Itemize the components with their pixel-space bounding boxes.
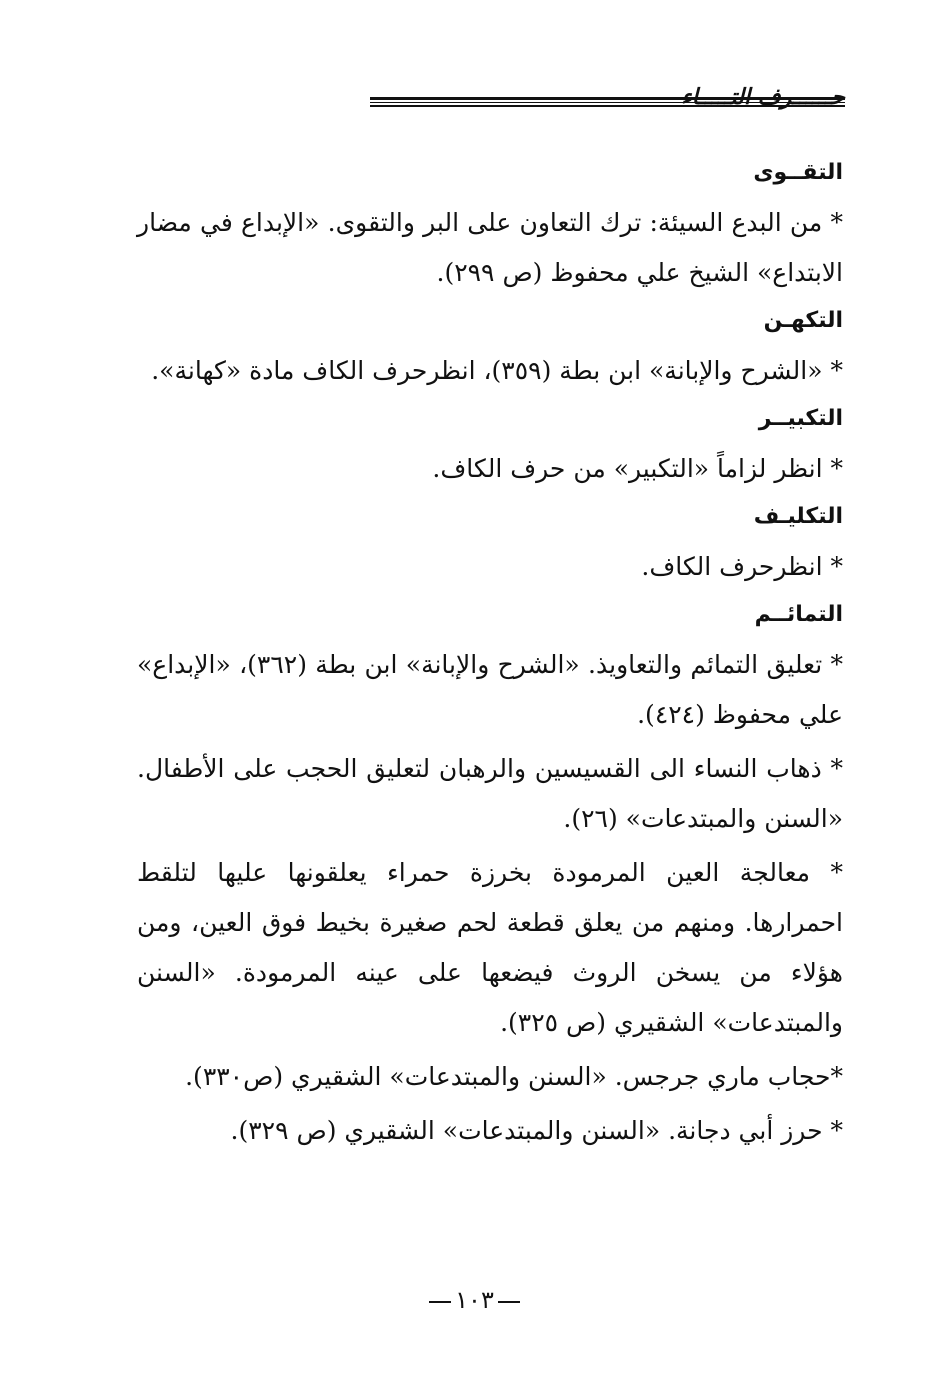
entry-paragraph: * حرز أبي دجانة. «السنن والمبتدعات» الشقيري (ص ٣٢٩). [230, 1116, 843, 1145]
entry-paragraph: * معالجة العين المرمودة بخرزة حمراء يعلقونها عليها لتلقط احمرارها. ومنهم من يعلق قطعة لحم صغيرة بخيط فوق العين، ومن هؤلاء من يسخن الروث فيضعها على عينه المرمودة. «السنن والمبتدعات» الشقيري (ص ٣٢٥). [137, 858, 843, 1037]
running-title: حــــــرف التـــــاء [681, 84, 845, 110]
entry-paragraph: * انظر لزاماً «التكبير» من حرف الكاف. [432, 454, 843, 483]
entry-paragraph: * «الشرح والإبانة» ابن بطة (٣٥٩)، انظرحرف الكاف مادة «كهانة». [151, 356, 843, 385]
entry-paragraph: * ذهاب النساء الى القسيسين والرهبان لتعليق الحجب على الأطفال. «السنن والمبتدعات» (٢٦). [137, 754, 843, 833]
page-number-value: ١٠٣ [455, 1286, 494, 1314]
entry-heading: التمائــم [754, 602, 843, 627]
entry-heading: التكليـف [753, 504, 843, 529]
header-rule [370, 97, 845, 107]
entry-paragraph: *حجاب ماري جرجس. «السنن والمبتدعات» الشقيري (ص٣٣٠). [185, 1062, 843, 1091]
entry-heading: التقــوى [753, 160, 843, 185]
page-number [0, 1286, 949, 1314]
entry-heading: التكهـن [763, 308, 843, 333]
entry-paragraph: * انظرحرف الكاف. [641, 552, 843, 581]
entry-paragraph: * من البدع السيئة: ترك التعاون على البر والتقوى. «الإبداع في مضار الابتداع» الشيخ علي محفوظ (ص ٢٩٩). [137, 208, 843, 287]
page-content [137, 150, 843, 1160]
running-header [130, 84, 845, 120]
page-number-dash [429, 1301, 451, 1303]
entry-paragraph: * تعليق التمائم والتعاويذ. «الشرح والإبانة» ابن بطة (٣٦٢)، «الإبداع» علي محفوظ (٤٢٤). [137, 650, 843, 729]
page-number-dash [498, 1301, 520, 1303]
entry-heading: التكبيــر [758, 406, 843, 431]
